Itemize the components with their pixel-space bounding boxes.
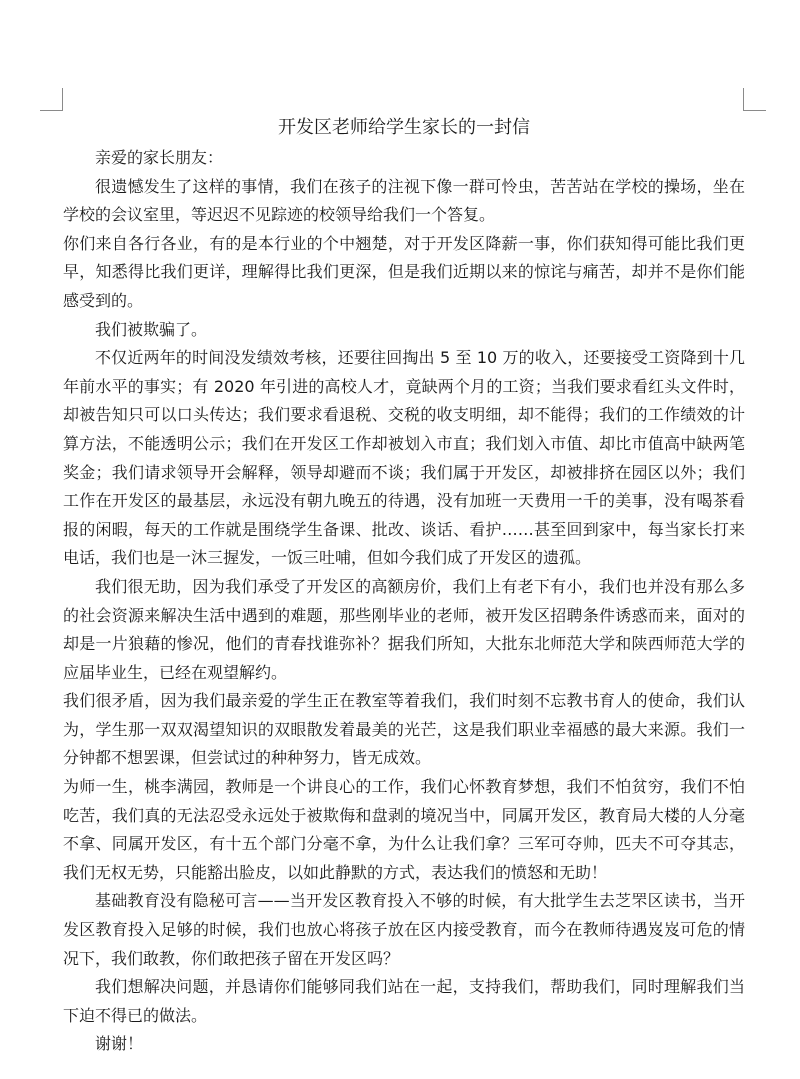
margin-mark-top-right (743, 88, 766, 111)
paragraph-greeting: 亲爱的家长朋友： (95, 148, 224, 167)
paragraph: 你们来自各行各业，有的是本行业的个中翘楚，对于开发区降薪一事，你们获知得可能比我们更早，知悉得比我们更详，理解得比我们更深，但是我们近期以来的惊诧与痛苦，却并不是你们能感受到的。 (63, 233, 745, 310)
paragraph: 我们很无助，因为我们承受了开发区的高额房价，我们上有老下有小，我们也并没有那么多的社会资源来解决生活中遇到的难题，那些刚毕业的老师，被开发区招聘条件诱惑而来，面对的却是一片狼藉的惨况，他们的青春找谁弥补？据我们所知，大批东北师范大学和陕西师范大学的应届毕业生，已经在观望解约。 (63, 576, 745, 682)
paragraph: 基础教育没有隐秘可言——当开发区教育投入不够的时候，有大批学生去芝罘区读书，当开发区教育投入足够的时候，我们也放心将孩子放在区内接受教育，而今在教师待遇岌岌可危的情况下，我们敢教，你们敢把孩子留在开发区吗？ (63, 891, 745, 968)
paragraph: 我们被欺骗了。 (95, 319, 208, 339)
letter-title: 开发区老师给学生家长的一封信 (278, 117, 530, 138)
paragraph: 很遗憾发生了这样的事情，我们在孩子的注视下像一群可怜虫，苦苦站在学校的操场，坐在学校的会议室里，等迟迟不见踪迹的校领导给我们一个答复。 (63, 176, 745, 225)
paragraph: 为师一生，桃李满园，教师是一个讲良心的工作，我们心怀教育梦想，我们不怕贫穷，我们不怕吃苦，我们真的无法忍受永远处于被欺侮和盘剥的境况当中，同属开发区，教育局大楼的人分毫不拿、同属开发区，有十五个部门分毫不拿，为什么让我们拿？三军可夺帅，匹夫不可夺其志，我们无权无势，只能豁出脸皮，以如此静默的方式，表达我们的愤怒和无助！ (63, 777, 745, 882)
margin-mark-top-left (40, 88, 63, 111)
paragraph: 我们想解决问题，并恳请你们能够同我们站在一起，支持我们，帮助我们，同时理解我们当下迫不得已的做法。 (63, 977, 745, 1025)
document-body (63, 112, 745, 1059)
paragraph: 我们很矛盾，因为我们最亲爱的学生正在教室等着我们，我们时刻不忘教书育人的使命，我们认为，学生那一双双渴望知识的双眼散发着最美的光芒，这是我们职业幸福感的最大来源。我们一分钟都不想罢课，但尝试过的种种努力，皆无成效。 (63, 691, 745, 768)
paragraph: 不仅近两年的时间没发绩效考核，还要往回掏出 5 至 10 万的收入，还要接受工资降到十几年前水平的事实；有 2020 年引进的高校人才，竟缺两个月的工资；当我们要求看红头文件时，却被告知只可以口头传达；我们要求看退税、交税的收支明细，却不能得；我们的工作绩效的计算方法，不能透明公示；我们在开发区工作却被划入市直；我们划入市值、却比市值高中缺两笔奖金；我们请求领导开会解释，领导却避而不谈；我们属于开发区，却被排挤在园区以外；我们工作在开发区的最基层，永远没有朝九晚五的待遇，没有加班一天费用一千的美事，没有喝茶看报的闲暇，每天的工作就是围绕学生备课、批改、谈话、看护……甚至回到家中，每当家长打来电话，我们也是一沐三握发，一饭三吐哺，但如今我们成了开发区的遗孤。 (63, 348, 745, 568)
paragraph-closing: 谢谢！ (95, 1034, 144, 1054)
